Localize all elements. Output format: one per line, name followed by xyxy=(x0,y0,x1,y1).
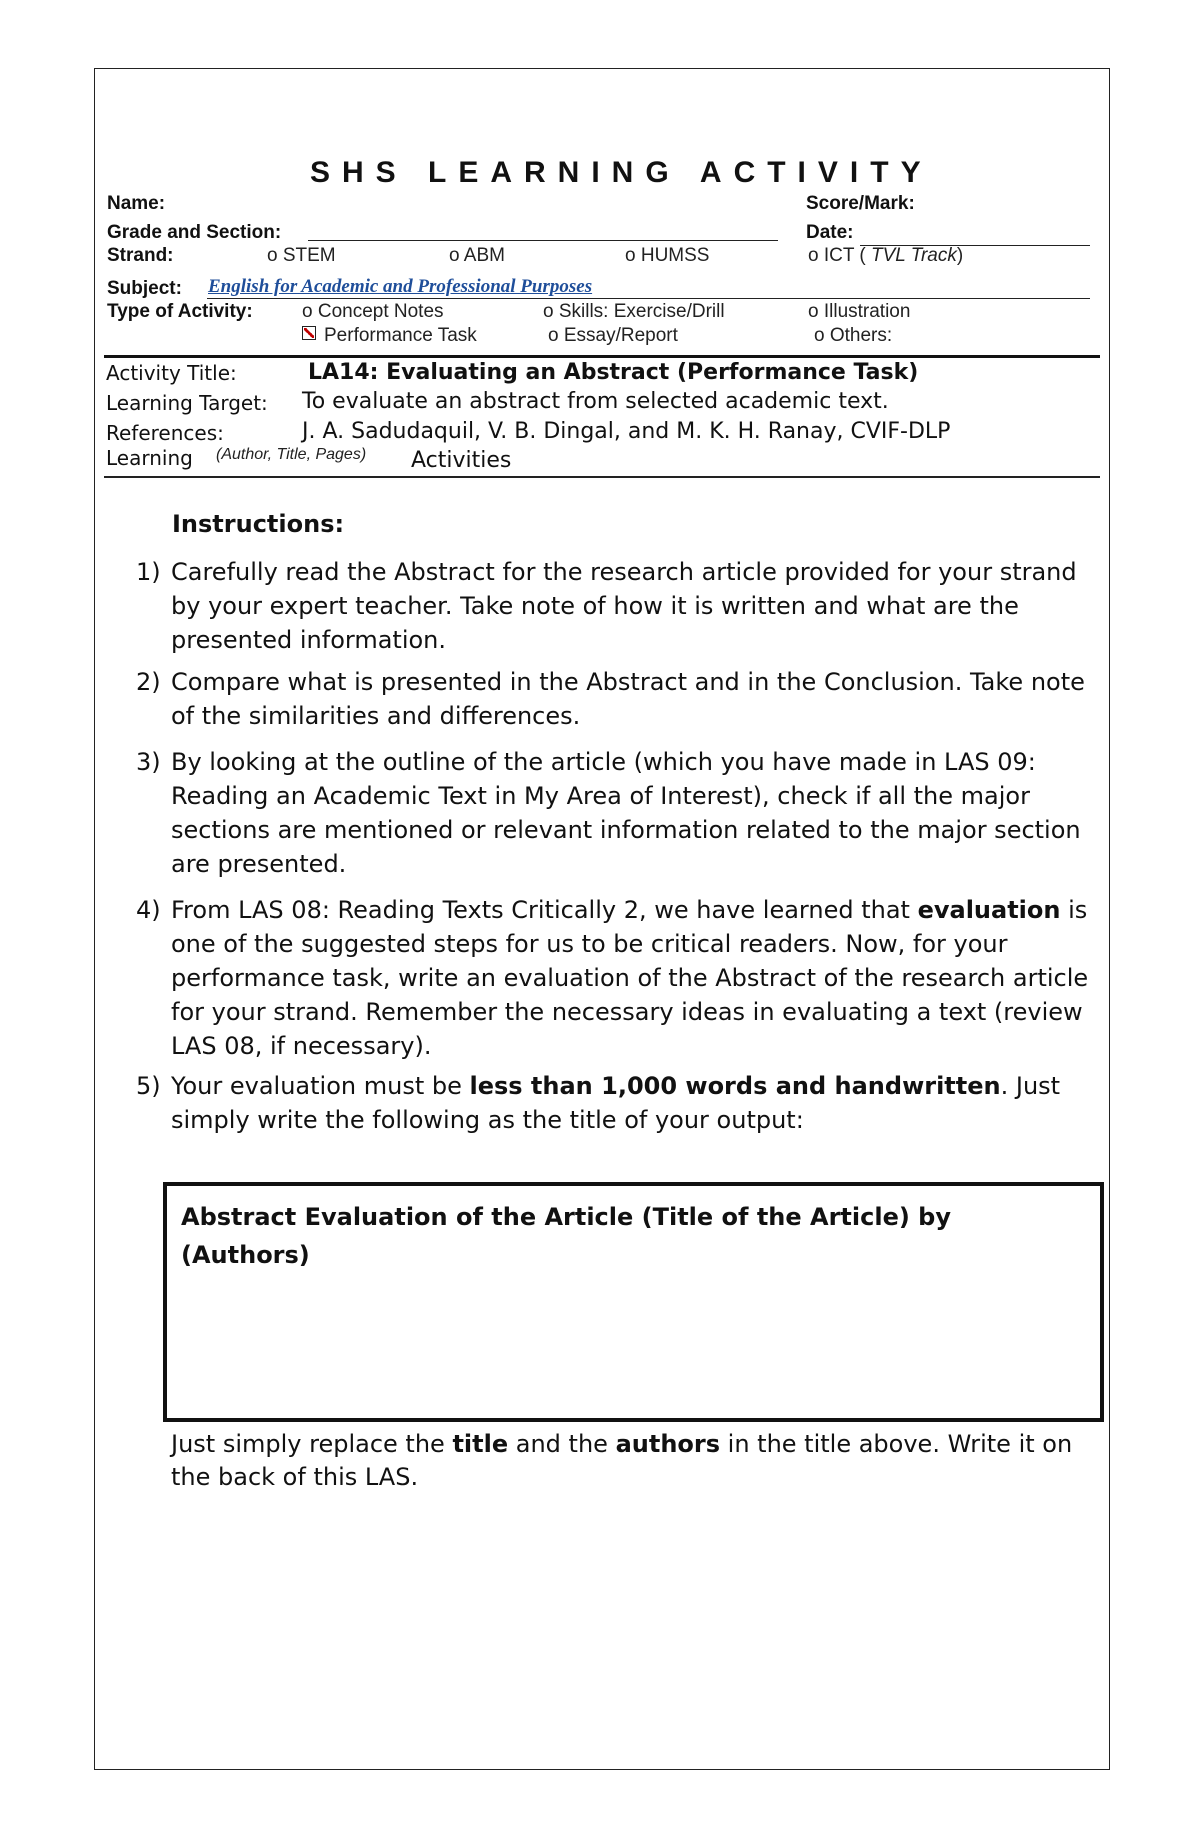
learning-target-label: Learning Target: xyxy=(106,391,268,415)
answer-box[interactable] xyxy=(163,1182,1104,1422)
instruction-text: Carefully read the Abstract for the research article provided for your strand by your expert teacher. Take note of how it is written and what are the presented information. xyxy=(171,558,1077,654)
footer-bold-title: title xyxy=(452,1430,509,1458)
instruction-item-5 xyxy=(136,1069,1106,1137)
type-option-essay[interactable]: o Essay/Report xyxy=(548,325,678,346)
footer-bold-authors: authors xyxy=(615,1430,721,1458)
strand-option-abm[interactable]: o ABM xyxy=(449,245,505,266)
page-title: SHS LEARNING ACTIVITY xyxy=(310,156,933,189)
subject-value: English for Academic and Professional Purposes xyxy=(208,276,593,297)
instructions-heading: Instructions: xyxy=(172,510,345,538)
type-option-skills[interactable]: o Skills: Exercise/Drill xyxy=(543,301,725,322)
instruction-item-2 xyxy=(136,665,1106,733)
activity-title-value: LA14: Evaluating an Abstract (Performance Task) xyxy=(308,360,919,385)
references-cont-right: Activities xyxy=(411,448,512,473)
grade-section-line[interactable] xyxy=(308,240,778,241)
activity-title-label: Activity Title: xyxy=(106,361,237,385)
strand-option-ict[interactable] xyxy=(808,245,963,267)
instruction-text: Compare what is presented in the Abstract and in the Conclusion. Take note of the similarities and differences. xyxy=(171,668,1085,730)
strand-ict-close: ) xyxy=(956,245,964,266)
instruction-number: 2) xyxy=(136,668,161,696)
activity-type-label: Type of Activity: xyxy=(107,301,253,322)
instruction-number: 3) xyxy=(136,748,161,776)
subject-line xyxy=(207,298,1090,299)
type-option-illustration[interactable]: o Illustration xyxy=(808,301,911,322)
subject-label: Subject: xyxy=(107,278,182,299)
instruction-item-3 xyxy=(136,745,1106,881)
instruction-item-4 xyxy=(136,893,1106,1063)
references-value: J. A. Sadudaquil, V. B. Dingal, and M. K. H. Ranay, CVIF-DLP xyxy=(302,419,951,444)
instruction-number: 1) xyxy=(136,558,161,586)
references-hint: (Author, Title, Pages) xyxy=(216,446,367,463)
header-bottom-rule xyxy=(104,476,1100,478)
strand-label: Strand: xyxy=(107,245,174,266)
strand-option-stem[interactable]: o STEM xyxy=(267,245,336,266)
type-option-performance-task[interactable] xyxy=(302,325,477,347)
answer-box-title: Abstract Evaluation of the Article (Title of the Article) by (Authors) xyxy=(181,1203,952,1269)
instruction-text: From LAS 08: Reading Texts Critically 2, we have learned that evaluation is one of the suggested steps for us to be critical readers. Now, for your performance task, write an evaluation of the Abstract of the research article for your strand. Remember the necessary ideas in evaluating a text (review LAS 08, if necessary). xyxy=(171,896,1089,1060)
strand-option-humss[interactable]: o HUMSS xyxy=(625,245,710,266)
instruction-item-1 xyxy=(136,555,1106,657)
learning-target-value: To evaluate an abstract from selected academic text. xyxy=(302,389,889,414)
type-option-others[interactable]: o Others: xyxy=(814,325,893,346)
checked-checkbox-icon[interactable] xyxy=(302,326,316,340)
strand-ict-track: TVL Track xyxy=(871,245,957,266)
date-label: Date: xyxy=(806,222,854,243)
header-top-rule xyxy=(104,355,1100,358)
grade-section-label: Grade and Section: xyxy=(107,222,282,243)
instruction-number: 4) xyxy=(136,896,161,924)
performance-task-label: Performance Task xyxy=(324,325,477,346)
instruction-text: Your evaluation must be less than 1,000 words and handwritten. Just simply write the following as the title of your output: xyxy=(171,1072,1061,1134)
name-label: Name: xyxy=(107,193,166,214)
references-cont-left: Learning xyxy=(106,446,193,470)
footer-note: Just simply replace the title and the authors in the title above. Write it on the back of this LAS. xyxy=(171,1430,1073,1491)
references-label: References: xyxy=(106,421,224,445)
score-label: Score/Mark: xyxy=(806,193,915,214)
instruction-text: By looking at the outline of the article (which you have made in LAS 09: Reading an Academic Text in My Area of Interest), check if all the major sections are mentioned or relevant information related to the major section are presented. xyxy=(171,748,1081,878)
strand-ict-label: o ICT ( xyxy=(808,245,866,266)
instruction-number: 5) xyxy=(136,1072,161,1100)
type-option-concept-notes[interactable]: o Concept Notes xyxy=(302,301,444,322)
